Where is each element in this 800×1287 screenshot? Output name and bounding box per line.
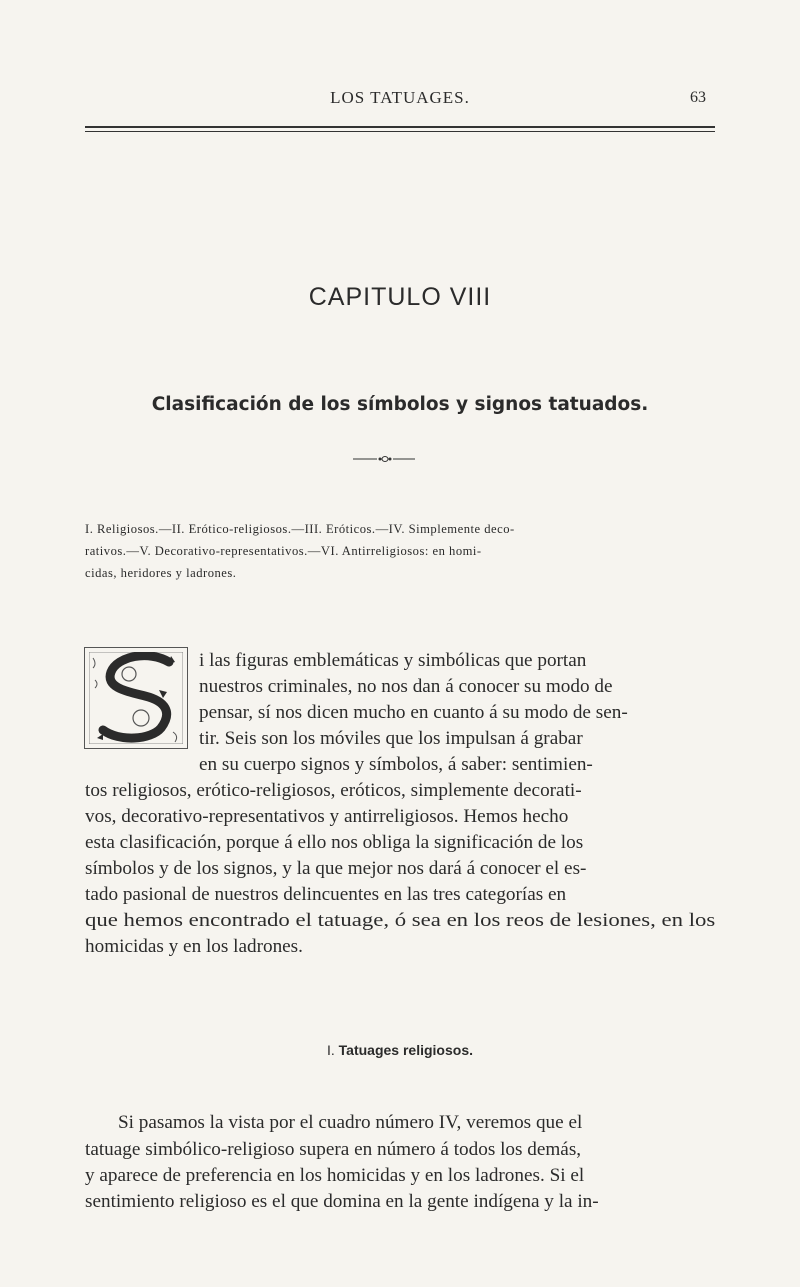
- body-line: tos religiosos, erótico-religiosos, eróticos, simplemente decorati-: [85, 780, 582, 801]
- body-line: pensar, sí nos dicen mucho en cuanto á su modo de sen-: [199, 702, 628, 723]
- body-line: esta clasificación, porque á ello nos obliga la significación de los: [85, 832, 584, 853]
- body-line: Si pasamos la vista por el cuadro número IV, veremos que el: [118, 1112, 583, 1133]
- summary-line: rativos.—V. Decorativo-representativos.—VI. Antirreligiosos: en homi-: [85, 544, 482, 558]
- body-line: sentimiento religioso es el que domina en la gente indígena y la in-: [85, 1191, 599, 1212]
- summary-line: I. Religiosos.—II. Erótico-religiosos.—III. Eróticos.—IV. Simplemente deco-: [85, 522, 515, 536]
- chapter-subtitle: Clasificación de los símbolos y signos tatuados.: [151, 394, 649, 415]
- body-line: en su cuerpo signos y símbolos, á saber: sentimien-: [199, 754, 593, 775]
- header-rule-thin: [85, 131, 715, 132]
- body-line: i las figuras emblemáticas y simbólicas que portan: [199, 650, 587, 671]
- body-line: homicidas y en los ladrones.: [85, 936, 303, 957]
- subsection-number: I.: [326, 1042, 335, 1058]
- running-title: LOS TATUAGES.: [330, 88, 470, 107]
- subsection-title: Tatuages religiosos.: [338, 1042, 473, 1058]
- body-line: tado pasional de nuestros delincuentes en las tres categorías en: [85, 884, 567, 905]
- summary-line: cidas, heridores y ladrones.: [85, 566, 237, 580]
- page-number: 63: [690, 89, 706, 106]
- body-line: tir. Seis son los móviles que los impulsan á grabar: [199, 728, 583, 749]
- body-line: tatuage simbólico-religioso supera en número á todos los demás,: [85, 1139, 582, 1160]
- dropcap-initial-s-icon: [84, 647, 188, 749]
- header-rule-thick: [85, 126, 715, 128]
- ornament-divider-icon: [353, 455, 415, 463]
- body-line: símbolos y de los signos, y la que mejor nos dará á conocer el es-: [85, 858, 587, 879]
- subsection-heading: [0, 1042, 800, 1058]
- running-head: [0, 88, 800, 112]
- chapter-title: CAPITULO VIII: [308, 283, 492, 311]
- body-line: nuestros criminales, no nos dan á conocer su modo de: [199, 676, 613, 697]
- chapter-summary: [85, 518, 715, 584]
- body-line: y aparece de preferencia en los homicidas y en los ladrones. Si el: [85, 1165, 585, 1186]
- body-line: vos, decorativo-representativos y antirreligiosos. Hemos hecho: [85, 806, 569, 827]
- body-line: que hemos encontrado el tatuage, ó sea en los reos de lesiones, en los: [85, 910, 716, 931]
